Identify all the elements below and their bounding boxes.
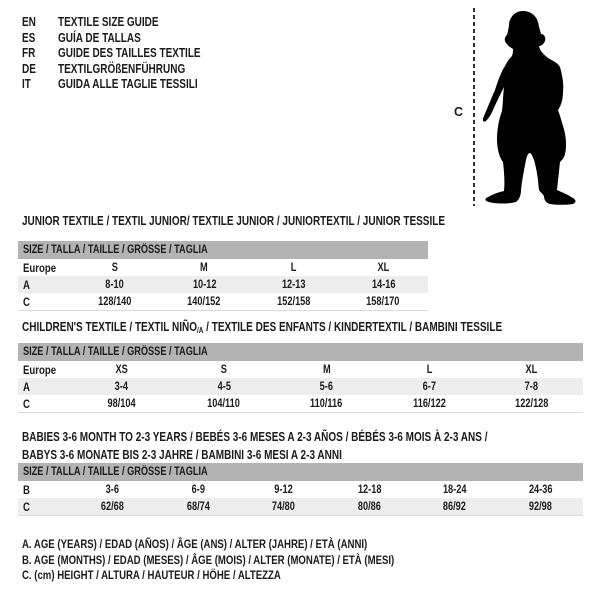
junior-size-table <box>18 241 428 311</box>
height-cell: 92/98 <box>528 500 552 513</box>
height-cell: 98/104 <box>107 397 136 410</box>
lang-title: GUÍA DE TALLAS <box>58 30 141 45</box>
size-header-bar: SIZE / TALLA / TAILLE / GRÖSSE / TAGLIA <box>18 241 428 259</box>
age-cell: 8-10 <box>105 278 124 291</box>
note-height-cm: C. (cm) HEIGHT / ALTURA / HAUTEUR / HÖHE / ALTEZZA <box>22 568 281 582</box>
row-label: C <box>23 294 30 309</box>
size-cell: M <box>322 363 331 376</box>
toddler-silhouette-image <box>480 0 600 215</box>
lang-code: EN <box>22 15 36 29</box>
size-cell: XL <box>525 363 538 376</box>
size-header-bar: SIZE / TALLA / TAILLE / GRÖSSE / TAGLIA <box>18 463 583 481</box>
age-cell: 18-24 <box>442 483 467 496</box>
size-cell: XL <box>377 261 390 274</box>
age-cell: 24-36 <box>528 483 553 496</box>
height-cell: 152/158 <box>277 295 311 308</box>
age-cell: 7-8 <box>525 380 539 393</box>
height-cell: 104/110 <box>207 397 241 410</box>
height-cell: 86/92 <box>443 500 467 513</box>
age-cell: 5-6 <box>319 380 334 393</box>
age-cell: 9-12 <box>274 483 293 496</box>
children-table-title: CHILDREN'S TEXTILE / TEXTIL $NIÑO_{/A}$ / TEXTILE DES ENFANTS / KINDERTEXTIL / BAMBINI TESSILE <box>22 320 503 335</box>
height-cell: 62/68 <box>101 500 125 513</box>
size-cell: S <box>220 363 227 376</box>
age-cell: 4-5 <box>217 380 231 393</box>
note-age-months: B. AGE (MONTHS) / EDAD (MESES) / ÂGE (MOIS) / ALTER (MONATE) / ETÀ (MESI) <box>22 552 395 567</box>
table-row-europe <box>18 259 428 276</box>
size-header-bar: SIZE / TALLA / TAILLE / GRÖSSE / TAGLIA <box>18 343 583 361</box>
lang-row-fr <box>22 46 236 62</box>
lang-row-en <box>22 15 236 31</box>
height-cell: 158/170 <box>366 295 400 308</box>
table-row-age <box>18 276 428 293</box>
row-label: Europe <box>23 260 57 275</box>
height-cell: 122/128 <box>515 397 549 410</box>
legend-notes <box>22 537 487 584</box>
lang-title: TEXTILGRÖßENFÜHRUNG <box>58 61 186 76</box>
lang-code: DE <box>22 61 36 76</box>
lang-code: ES <box>22 30 36 45</box>
lang-row-de <box>22 62 236 78</box>
note-age-years: A. AGE (YEARS) / EDAD (AÑOS) / ÂGE (ANS) / ALTER (JAHRE) / ETÀ (ANNI) <box>22 537 368 551</box>
lang-row-es <box>22 31 236 47</box>
height-cell: 68/74 <box>186 500 210 513</box>
language-title-list <box>22 15 236 93</box>
size-cell: M <box>200 261 209 274</box>
age-cell: 3-4 <box>114 380 128 393</box>
height-cell: 110/116 <box>310 397 343 410</box>
age-cell: 6-7 <box>422 380 436 393</box>
lang-title: GUIDA ALLE TAGLIE TESSILI <box>58 77 198 91</box>
lang-code: FR <box>22 46 36 60</box>
height-cell: 74/80 <box>272 500 296 513</box>
height-cell: 116/122 <box>412 397 446 410</box>
height-cell: 80/86 <box>357 500 381 513</box>
title-subscript: /A <box>196 326 204 335</box>
height-cell: 128/140 <box>98 295 132 308</box>
junior-table-title: JUNIOR TEXTILE / TEXTIL JUNIOR/ TEXTILE JUNIOR / JUNIORTEXTIL / JUNIOR TESSILE <box>22 214 446 228</box>
table-row-europe <box>18 361 583 378</box>
size-cell: S <box>111 261 118 274</box>
lang-title: GUIDE DES TAILLES TEXTILE <box>58 46 201 60</box>
table-row-height <box>18 498 583 515</box>
babies-table-title: BABIES 3-6 MONTH TO 2-3 YEARS / BEBÉS 3-6 MESES A 2-3 AÑOS / BÉBÉS 3-6 MOIS À 2-3 ANS / BABYS 3-6 MONATE BIS 2-3 JAHRE / BAMBINI 3-6 MESI A 2-3 ANNI <box>22 430 488 462</box>
row-label: C <box>23 396 30 411</box>
children-size-table <box>18 343 583 413</box>
height-measure-dashed-line <box>473 8 475 206</box>
row-label: B <box>23 482 30 497</box>
row-label: C <box>23 499 30 514</box>
age-cell: 12-18 <box>357 483 382 496</box>
lang-code: IT <box>22 77 31 91</box>
babies-size-table <box>18 463 583 516</box>
age-cell: 6-9 <box>191 483 205 496</box>
height-measure-label: C <box>454 105 464 119</box>
age-cell: 12-13 <box>281 278 306 291</box>
row-label: Europe <box>23 362 57 377</box>
row-label: A <box>23 379 30 394</box>
table-row-months <box>18 481 583 498</box>
lang-title: TEXTILE SIZE GUIDE <box>58 15 159 29</box>
age-cell: 3-6 <box>106 483 120 496</box>
lang-row-it <box>22 77 236 93</box>
height-cell: 140/152 <box>187 295 221 308</box>
size-cell: L <box>426 363 432 376</box>
size-cell: XS <box>115 363 128 376</box>
table-row-height <box>18 293 428 310</box>
table-row-height <box>18 395 583 412</box>
age-cell: 14-16 <box>371 278 396 291</box>
age-cell: 10-12 <box>192 278 217 291</box>
table-row-age <box>18 378 583 395</box>
row-label: A <box>23 277 30 292</box>
size-cell: L <box>290 261 297 274</box>
